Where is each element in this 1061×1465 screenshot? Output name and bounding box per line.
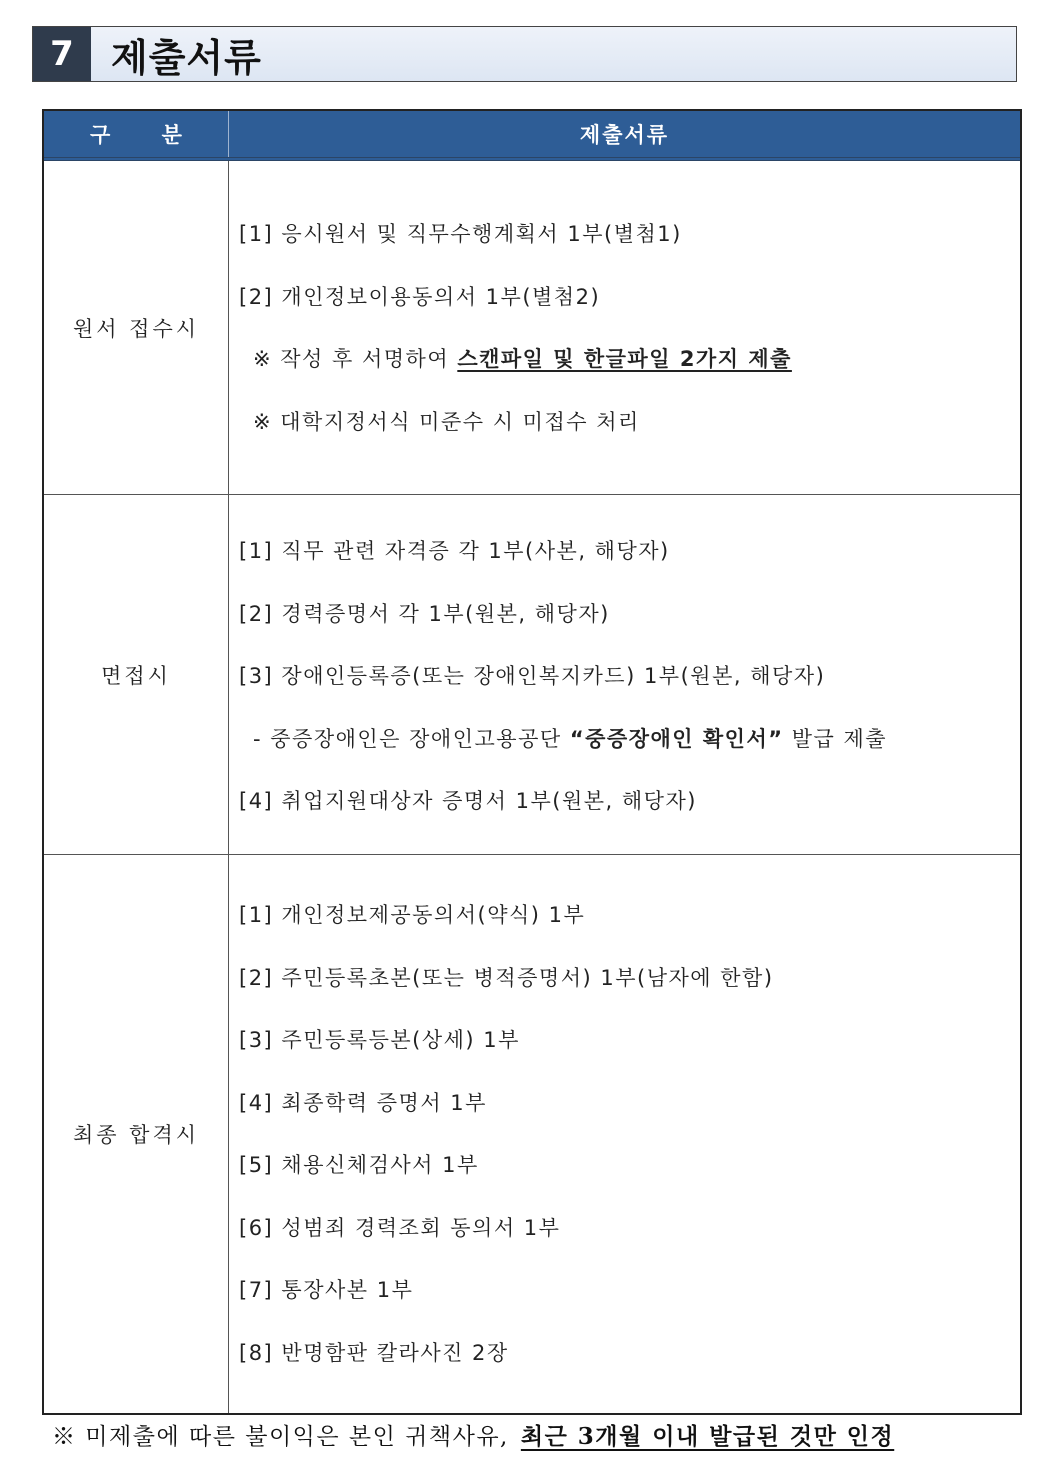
list-item: [3] 주민등록등본(상세) 1부 xyxy=(239,1028,520,1053)
note-emphasis: 스캔파일 및 한글파일 2가지 제출 xyxy=(457,347,792,372)
documents-table xyxy=(42,109,1022,1415)
row-category: 원서 접수시 xyxy=(44,161,229,494)
list-item: [5] 채용신체검사서 1부 xyxy=(239,1153,479,1178)
note-item xyxy=(239,327,1020,390)
note-bold: “중증장애인 확인서” xyxy=(569,726,784,751)
list-item: [2] 경력증명서 각 1부(원본, 해당자) xyxy=(239,601,610,626)
table-row xyxy=(44,854,1020,1413)
list-item: [6] 성범죄 경력조회 동의서 1부 xyxy=(239,1215,561,1240)
list-item: [2] 개인정보이용동의서 1부(별첨2) xyxy=(239,284,601,309)
note-suffix: 발급 제출 xyxy=(783,726,888,751)
note-item xyxy=(239,707,1020,770)
list-item: [8] 반명함판 칼라사진 2장 xyxy=(239,1340,509,1365)
section-number: 7 xyxy=(33,27,91,81)
table-row xyxy=(44,494,1020,854)
section-title: 제출서류 xyxy=(111,35,262,80)
list-item: [1] 개인정보제공동의서(약식) 1부 xyxy=(239,903,586,928)
header-category: 구 분 xyxy=(44,111,229,157)
note-text: ※ 작성 후 서명하여 xyxy=(253,347,458,372)
row-items xyxy=(229,495,1020,854)
list-item: [7] 통장사본 1부 xyxy=(239,1278,414,1303)
list-item: [4] 최종학력 증명서 1부 xyxy=(239,1090,487,1115)
list-item: [3] 장애인등록증(또는 장애인복지카드) 1부(원본, 해당자) xyxy=(239,664,826,689)
row-items xyxy=(229,161,1020,494)
header-documents: 제출서류 xyxy=(579,123,670,147)
note-item: ※ 대학지정서식 미준수 시 미접수 처리 xyxy=(253,409,640,434)
note-text: - 중증장애인은 장애인고용공단 xyxy=(253,726,570,751)
row-category: 최종 합격시 xyxy=(44,855,229,1413)
footer-text: ※ 미제출에 따른 불이익은 본인 귀책사유, xyxy=(52,1423,509,1450)
list-item: [1] 직무 관련 자격증 각 1부(사본, 해당자) xyxy=(239,539,670,564)
list-item: [2] 주민등록초본(또는 병적증명서) 1부(남자에 한함) xyxy=(239,965,774,990)
footer-note xyxy=(52,1414,1032,1454)
list-item: [1] 응시원서 및 직무수행계획서 1부(별첨1) xyxy=(239,222,682,247)
row-category: 면접시 xyxy=(44,495,229,854)
section-title-bar xyxy=(32,26,1017,82)
row-items xyxy=(229,855,1020,1413)
list-item: [4] 취업지원대상자 증명서 1부(원본, 해당자) xyxy=(239,789,697,814)
table-header xyxy=(44,111,1020,161)
table-row xyxy=(44,161,1020,494)
footer-emphasis: 최근 3개월 이내 발급된 것만 인정 xyxy=(520,1422,895,1450)
